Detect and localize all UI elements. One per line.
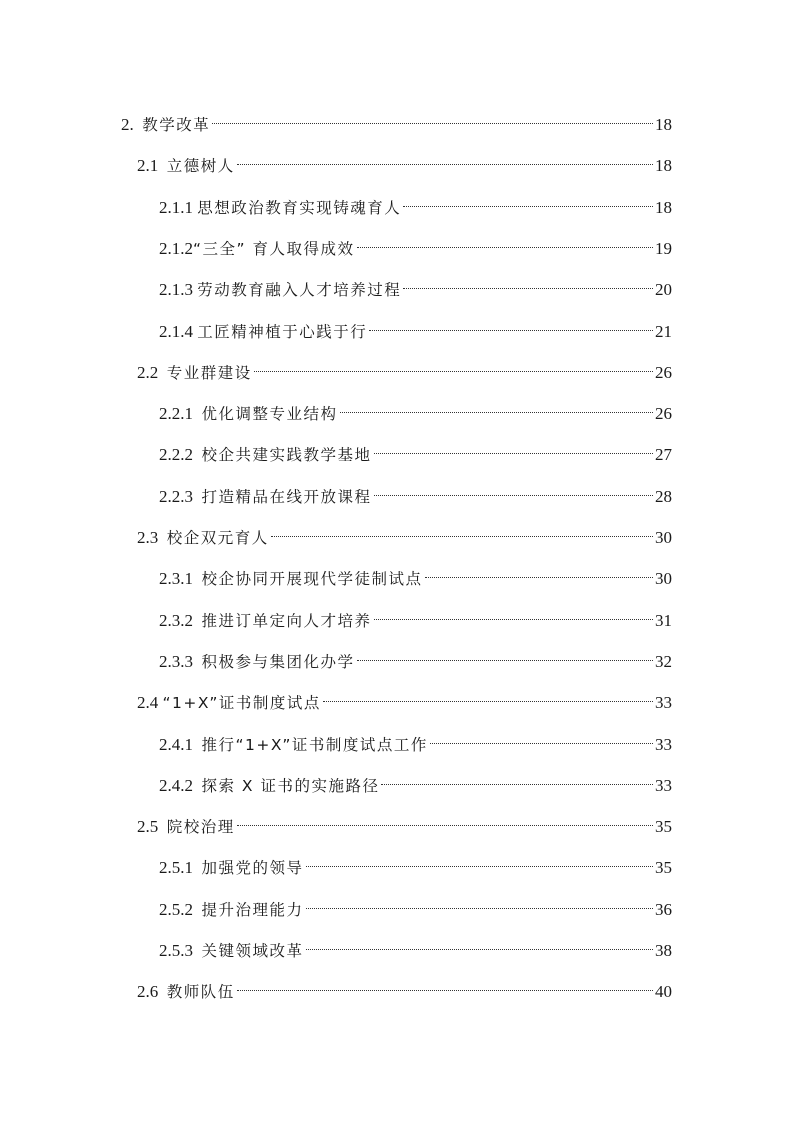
dot-leader [237, 808, 653, 832]
toc-entry-spacer [158, 526, 167, 550]
toc-entry[interactable] [159, 313, 672, 341]
toc-entry-page-number: 33 [655, 735, 672, 754]
toc-entry[interactable] [159, 932, 672, 960]
toc-entry[interactable] [159, 726, 672, 754]
dot-leader [374, 602, 653, 626]
toc-entry-spacer [193, 402, 202, 426]
toc-entry-page-number: 18 [655, 198, 672, 217]
toc-entry-spacer [193, 650, 202, 674]
toc-entry-number: 2. [121, 115, 134, 134]
toc-entry-number: 2.2.2 [159, 445, 193, 464]
toc-entry[interactable] [121, 106, 672, 134]
toc-entry-page-number: 33 [655, 776, 672, 795]
toc-entry-number: 2.1.3 [159, 280, 193, 299]
dot-leader [374, 478, 653, 502]
toc-entry-title: 推进订单定向人才培养 [201, 612, 372, 630]
toc-entry-spacer [193, 567, 202, 591]
toc-entry-number: 2.2 [137, 363, 159, 382]
toc-entry-spacer [193, 733, 202, 757]
dot-leader [374, 436, 653, 460]
toc-entry[interactable] [159, 395, 672, 423]
toc-entry-title: 劳动教育融入人才培养过程 [197, 281, 402, 299]
toc-entry-title: 校企共建实践教学基地 [201, 446, 372, 464]
dot-leader [212, 106, 653, 130]
toc-entry-number: 2.3.3 [159, 652, 193, 671]
toc-entry-title: 优化调整专业结构 [201, 405, 338, 423]
toc-entry-page-number: 18 [655, 115, 672, 134]
toc-entry-page-number: 31 [655, 611, 672, 630]
toc-entry[interactable] [159, 478, 672, 506]
toc-entry-page-number: 27 [655, 445, 672, 464]
toc-entry-number: 2.1 [137, 156, 159, 175]
toc-entry[interactable] [137, 147, 672, 175]
toc-entry-number: 2.3.1 [159, 569, 193, 588]
toc-entry-spacer [158, 815, 167, 839]
dot-leader [254, 354, 653, 378]
toc-entry-page-number: 35 [655, 858, 672, 877]
toc-entry-page-number: 18 [655, 156, 672, 175]
toc-entry-page-number: 28 [655, 487, 672, 506]
dot-leader [425, 560, 653, 584]
toc-entry-title: “1+X”证书制度试点 [162, 694, 321, 712]
toc-entry-spacer [193, 898, 202, 922]
dot-leader [381, 767, 653, 791]
toc-entry[interactable] [159, 189, 672, 217]
toc-entry[interactable] [159, 602, 672, 630]
toc-entry-spacer [193, 609, 202, 633]
toc-entry[interactable] [137, 519, 672, 547]
toc-entry-page-number: 36 [655, 900, 672, 919]
toc-entry-spacer [134, 113, 143, 137]
toc-entry-title: 提升治理能力 [201, 901, 304, 919]
toc-entry-page-number: 40 [655, 982, 672, 1001]
dot-leader [323, 684, 653, 708]
toc-entry[interactable] [159, 643, 672, 671]
toc-entry-number: 2.4 [137, 693, 159, 712]
toc-entry-number: 2.4.2 [159, 776, 193, 795]
toc-entry-number: 2.4.1 [159, 735, 193, 754]
toc-entry-title: 校企双元育人 [166, 529, 269, 547]
toc-entry-title: 教师队伍 [166, 983, 235, 1001]
toc-entry-title: 院校治理 [166, 818, 235, 836]
toc-entry-number: 2.2.1 [159, 404, 193, 423]
toc-entry[interactable] [159, 891, 672, 919]
toc-entry-number: 2.1.4 [159, 322, 193, 341]
toc-entry-spacer [158, 361, 167, 385]
toc-entry-page-number: 21 [655, 322, 672, 341]
toc-entry[interactable] [159, 436, 672, 464]
toc-entry-spacer [193, 774, 202, 798]
toc-entry-number: 2.3.2 [159, 611, 193, 630]
toc-entry-title: 加强党的领导 [201, 859, 304, 877]
dot-leader [403, 271, 653, 295]
dot-leader [306, 932, 653, 956]
toc-entry[interactable] [159, 560, 672, 588]
dot-leader [237, 147, 653, 171]
toc-entry-page-number: 26 [655, 404, 672, 423]
dot-leader [403, 189, 653, 213]
toc-entry-spacer [193, 939, 202, 963]
toc-entry-number: 2.2.3 [159, 487, 193, 506]
toc-entry-number: 2.5.1 [159, 858, 193, 877]
dot-leader [340, 395, 653, 419]
dot-leader [357, 643, 653, 667]
toc-entry[interactable] [137, 354, 672, 382]
toc-entry-title: 教学改革 [142, 116, 211, 134]
toc-entry-title: 打造精品在线开放课程 [201, 488, 372, 506]
toc-entry[interactable] [159, 849, 672, 877]
toc-entry-number: 2.5.3 [159, 941, 193, 960]
toc-entry-page-number: 26 [655, 363, 672, 382]
toc-entry-page-number: 32 [655, 652, 672, 671]
dot-leader [306, 891, 653, 915]
toc-entry-number: 2.6 [137, 982, 159, 1001]
toc-entry-title: 工匠精神植于心践于行 [197, 323, 368, 341]
toc-entry-spacer [158, 980, 167, 1004]
toc-entry-title: 推行“1+X”证书制度试点工作 [201, 736, 428, 754]
dot-leader [430, 726, 653, 750]
toc-entry[interactable] [159, 767, 672, 795]
toc-entry-title: 校企协同开展现代学徒制试点 [201, 570, 423, 588]
toc-entry-title: “三全” 育人取得成效 [193, 240, 355, 258]
toc-entry-page-number: 19 [655, 239, 672, 258]
toc-entry-spacer [193, 856, 202, 880]
toc-entry-number: 2.1.1 [159, 198, 193, 217]
dot-leader [237, 973, 653, 997]
toc-entry-number: 2.5 [137, 817, 159, 836]
toc-entry[interactable] [137, 808, 672, 836]
dot-leader [369, 313, 653, 337]
toc-entry-number: 2.5.2 [159, 900, 193, 919]
dot-leader [306, 849, 653, 873]
dot-leader [357, 230, 654, 254]
toc-entry[interactable] [159, 230, 672, 258]
toc-entry-title: 思想政治教育实现铸魂育人 [197, 199, 402, 217]
toc-entry[interactable] [137, 684, 672, 712]
toc-entry-page-number: 38 [655, 941, 672, 960]
toc-entry[interactable] [137, 973, 672, 1001]
toc-entry-number: 2.1.2 [159, 239, 193, 258]
dot-leader [271, 519, 653, 543]
toc-entry-title: 探索 X 证书的实施路径 [201, 777, 380, 795]
toc-entry-title: 专业群建设 [166, 364, 252, 382]
toc-entry-page-number: 30 [655, 528, 672, 547]
toc-entry-title: 积极参与集团化办学 [201, 653, 355, 671]
toc-entry-spacer [193, 485, 202, 509]
toc-entry-spacer [158, 154, 167, 178]
toc-entry-title: 关键领域改革 [201, 942, 304, 960]
toc-entry-page-number: 20 [655, 280, 672, 299]
toc-entry-page-number: 33 [655, 693, 672, 712]
toc-entry[interactable] [159, 271, 672, 299]
toc-entry-number: 2.3 [137, 528, 159, 547]
toc-entry-page-number: 35 [655, 817, 672, 836]
toc-entry-page-number: 30 [655, 569, 672, 588]
toc-entry-title: 立德树人 [166, 157, 235, 175]
toc-entry-spacer [193, 443, 202, 467]
